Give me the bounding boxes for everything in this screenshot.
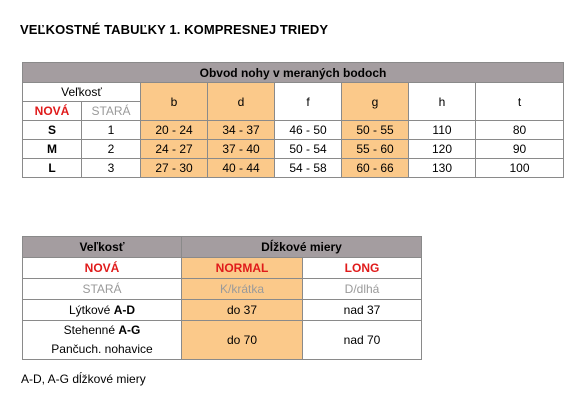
cell: 27 - 30 bbox=[141, 159, 208, 178]
cell: 60 - 66 bbox=[342, 159, 409, 178]
calf-long: nad 37 bbox=[303, 300, 422, 321]
table-row bbox=[23, 159, 564, 178]
cell: 130 bbox=[409, 159, 476, 178]
old-label: STARÁ bbox=[23, 279, 182, 300]
col-header-f: f bbox=[275, 83, 342, 121]
length-size-header: Veľkosť bbox=[23, 237, 182, 258]
cell: 37 - 40 bbox=[208, 140, 275, 159]
cell: 34 - 37 bbox=[208, 121, 275, 140]
col-header-b: b bbox=[141, 83, 208, 121]
new-size: M bbox=[23, 140, 82, 159]
cell: 54 - 58 bbox=[275, 159, 342, 178]
long-label: LONG bbox=[303, 258, 422, 279]
col-header-h: h bbox=[409, 83, 476, 121]
circumference-caption: Obvod nohy v meraných bodoch bbox=[23, 63, 564, 83]
thigh-normal: do 70 bbox=[182, 321, 303, 360]
length-measures-header: Dĺžkové miery bbox=[182, 237, 422, 258]
footnote: A-D, A-G dĺžkové miery bbox=[21, 372, 146, 386]
cell: 40 - 44 bbox=[208, 159, 275, 178]
table-row bbox=[23, 121, 564, 140]
table-row bbox=[23, 300, 422, 321]
cell: 120 bbox=[409, 140, 476, 159]
old-size: 3 bbox=[82, 159, 141, 178]
cell: 110 bbox=[409, 121, 476, 140]
thigh-label bbox=[23, 321, 182, 360]
normal-label: NORMAL bbox=[182, 258, 303, 279]
cell: 46 - 50 bbox=[275, 121, 342, 140]
table-row bbox=[23, 321, 422, 360]
long-old-label: D/dlhá bbox=[303, 279, 422, 300]
new-size: S bbox=[23, 121, 82, 140]
new-label: NOVÁ bbox=[23, 258, 182, 279]
calf-label-code: A-D bbox=[113, 303, 136, 317]
calf-label-text: Lýtkové bbox=[68, 303, 114, 317]
thigh-label-code: A-G bbox=[118, 323, 141, 337]
new-size-header: NOVÁ bbox=[23, 102, 82, 121]
col-header-g: g bbox=[342, 83, 409, 121]
old-size-header: STARÁ bbox=[82, 102, 141, 121]
length-table bbox=[22, 236, 422, 360]
cell: 20 - 24 bbox=[141, 121, 208, 140]
old-size: 2 bbox=[82, 140, 141, 159]
calf-normal: do 37 bbox=[182, 300, 303, 321]
table-row bbox=[23, 140, 564, 159]
size-header: Veľkosť bbox=[23, 83, 141, 102]
thigh-long: nad 70 bbox=[303, 321, 422, 360]
new-size: L bbox=[23, 159, 82, 178]
col-header-t: t bbox=[476, 83, 564, 121]
col-header-d: d bbox=[208, 83, 275, 121]
cell: 50 - 54 bbox=[275, 140, 342, 159]
cell: 24 - 27 bbox=[141, 140, 208, 159]
cell: 100 bbox=[476, 159, 564, 178]
calf-label bbox=[23, 300, 182, 321]
pantyhose-label: Pančuch. nohavice bbox=[51, 342, 153, 356]
cell: 80 bbox=[476, 121, 564, 140]
short-old-label: K/krátka bbox=[182, 279, 303, 300]
cell: 90 bbox=[476, 140, 564, 159]
page-title: VEĽKOSTNÉ TABUĽKY 1. KOMPRESNEJ TRIEDY bbox=[20, 22, 329, 37]
old-size: 1 bbox=[82, 121, 141, 140]
thigh-label-text: Stehenné bbox=[63, 323, 119, 337]
cell: 55 - 60 bbox=[342, 140, 409, 159]
circumference-table bbox=[22, 62, 564, 178]
cell: 50 - 55 bbox=[342, 121, 409, 140]
